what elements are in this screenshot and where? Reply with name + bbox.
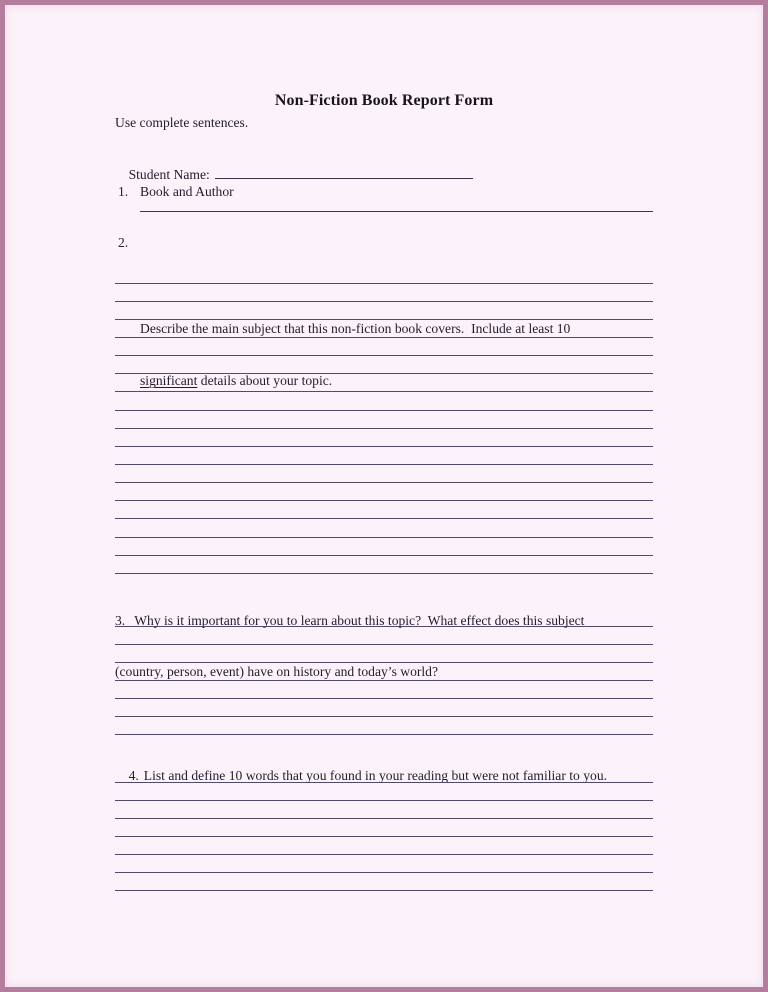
answer-line[interactable] [115,356,653,374]
answer-line[interactable] [115,483,653,501]
question-2-answer-area [115,266,653,574]
question-2-line2-rest: details about your topic. [197,373,333,389]
student-name-field[interactable] [215,165,473,179]
answer-line[interactable] [115,374,653,392]
underlined-word: significant [140,373,198,389]
answer-line[interactable] [115,538,653,556]
answer-line[interactable] [115,873,653,891]
answer-line[interactable] [115,627,653,645]
answer-line[interactable] [115,855,653,873]
answer-line[interactable] [115,284,653,302]
answer-line[interactable] [115,556,653,574]
answer-line[interactable] [115,429,653,447]
answer-line[interactable] [115,609,653,627]
answer-line[interactable] [115,320,653,338]
question-3-number: 3. [115,612,126,628]
answer-line[interactable] [115,699,653,717]
answer-line[interactable] [115,302,653,320]
question-1-answer-line[interactable] [140,194,653,212]
question-3-text: Why is it important for you to learn about this topic? What effect does this subject [134,612,585,628]
answer-line[interactable] [115,681,653,699]
answer-line[interactable] [115,501,653,519]
question-3-line2: (country, person, event) have on history and today’s world? [115,664,439,680]
answer-line[interactable] [115,465,653,483]
answer-line[interactable] [115,819,653,837]
question-1-number: 1. [118,184,129,199]
question-3-answer-area [115,609,653,736]
answer-line[interactable] [115,801,653,819]
answer-line[interactable] [115,663,653,681]
student-name-label: Student Name: [128,167,210,183]
answer-line[interactable] [115,783,653,801]
answer-line[interactable] [115,837,653,855]
answer-line[interactable] [115,447,653,465]
answer-line[interactable] [115,645,653,663]
answer-line[interactable] [115,266,653,284]
question-4-number: 4. [128,768,139,784]
answer-line[interactable] [115,519,653,537]
question-1-text: Book and Author [140,184,234,199]
answer-line[interactable] [115,392,653,410]
question-2-line1: Describe the main subject that this non-fiction book covers. Include at least 10 [140,321,571,337]
question-4-answer-area [115,765,653,891]
answer-line[interactable] [115,717,653,735]
question-4-text: List and define 10 words that you found in your reading but were not familiar to you. [143,768,608,784]
page-title: Non-Fiction Book Report Form [274,92,494,109]
question-2-number: 2. [118,235,129,250]
answer-line[interactable] [115,411,653,429]
answer-line[interactable] [115,338,653,356]
answer-line[interactable] [115,765,653,783]
instruction-text: Use complete sentences. [115,115,249,130]
